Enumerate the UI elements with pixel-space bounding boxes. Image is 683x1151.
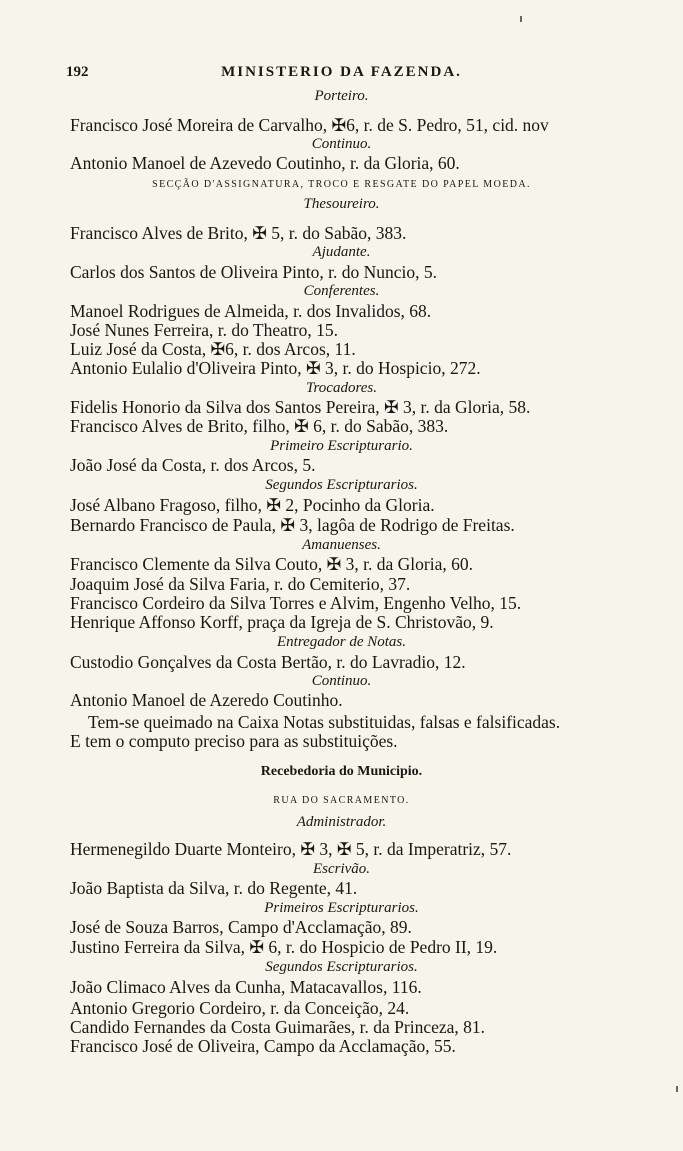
text-line: Francisco Alves de Brito, ✠ 5, r. do Sabão, 383. [70,223,407,243]
text-line: João Baptista da Silva, r. do Regente, 41. [70,878,358,898]
section-heading: Ajudante. [312,244,371,260]
section-heading: Primeiros Escripturarios. [264,900,419,916]
section-title: SECÇÃO D'ASSIGNATURA, TROCO E RESGATE DO PAPEL MOEDA. [152,179,531,190]
text-line: Francisco José de Oliveira, Campo da Acclamação, 55. [70,1036,456,1056]
text-line: José Albano Fragoso, filho, ✠ 2, Pocinho da Gloria. [70,495,435,515]
section-title: Recebedoria do Municipio. [260,764,423,779]
section-heading: Segundos Escripturarios. [265,477,418,493]
section-heading: Porteiro. [314,88,369,104]
section-heading: Continuo. [311,136,372,152]
section-heading: Thesoureiro. [303,196,380,212]
text-line: Hermenegildo Duarte Monteiro, ✠ 3, ✠ 5, r. da Imperatriz, 57. [70,839,512,859]
text-line: Fidelis Honorio da Silva dos Santos Pereira, ✠ 3, r. da Gloria, 58. [70,397,531,417]
text-line: Custodio Gonçalves da Costa Bertão, r. do Lavradio, 12. [70,652,466,672]
text-line: E tem o computo preciso para as substituições. [70,731,398,751]
section-heading: Segundos Escripturarios. [265,959,418,975]
text-line: João Climaco Alves da Cunha, Matacavallos, 116. [70,977,422,997]
section-heading: Trocadores. [306,380,377,396]
text-line: Francisco Cordeiro da Silva Torres e Alvim, Engenho Velho, 15. [70,593,522,613]
text-line: Antonio Gregorio Cordeiro, r. da Conceição, 24. [70,998,410,1018]
text-line: Henrique Affonso Korff, praça da Igreja de S. Christovão, 9. [70,612,494,632]
text-line: Manoel Rodrigues de Almeida, r. dos Invalidos, 68. [70,301,432,321]
section-heading: Administrador. [296,814,387,830]
section-heading: Amanuenses. [302,537,381,553]
text-line: José Nunes Ferreira, r. do Theatro, 15. [70,320,338,340]
section-title: RUA DO SACRAMENTO. [273,795,410,806]
text-line: Carlos dos Santos de Oliveira Pinto, r. do Nuncio, 5. [70,262,437,282]
text-line: Bernardo Francisco de Paula, ✠ 3, lagôa de Rodrigo de Freitas. [70,515,515,535]
section-heading: Continuo. [311,673,372,689]
text-line: Luiz José da Costa, ✠6, r. dos Arcos, 11. [70,339,356,359]
text-line: Tem-se queimado na Caixa Notas substituidas, falsas e falsificadas. [88,712,561,732]
text-line: Joaquim José da Silva Faria, r. do Cemiterio, 37. [70,574,411,594]
section-heading: Entregador de Notas. [276,634,407,650]
text-line: Antonio Manoel de Azeredo Coutinho. [70,690,343,710]
text-line: Candido Fernandes da Costa Guimarães, r. da Princeza, 81. [70,1017,486,1037]
section-heading: Conferentes. [303,283,380,299]
text-line: João José da Costa, r. dos Arcos, 5. [70,455,316,475]
text-line: Francisco José Moreira de Carvalho, ✠6, r. de S. Pedro, 51, cid. nov [70,115,549,135]
text-line: Antonio Manoel de Azevedo Coutinho, r. da Gloria, 60. [70,153,460,173]
page-number: 192 [66,64,89,80]
section-heading: Escrivão. [312,861,371,877]
page-speck [676,1086,678,1092]
text-line: Francisco Alves de Brito, filho, ✠ 6, r. do Sabão, 383. [70,416,449,436]
text-line: Francisco Clemente da Silva Couto, ✠ 3, r. da Gloria, 60. [70,554,473,574]
text-line: José de Souza Barros, Campo d'Acclamação, 89. [70,917,412,937]
running-header: MINISTERIO DA FAZENDA. [221,64,462,80]
section-heading: Primeiro Escripturario. [270,438,413,454]
page-speck [520,16,522,22]
text-line: Antonio Eulalio d'Oliveira Pinto, ✠ 3, r. do Hospicio, 272. [70,358,481,378]
text-line: Justino Ferreira da Silva, ✠ 6, r. do Hospicio de Pedro II, 19. [70,937,498,957]
